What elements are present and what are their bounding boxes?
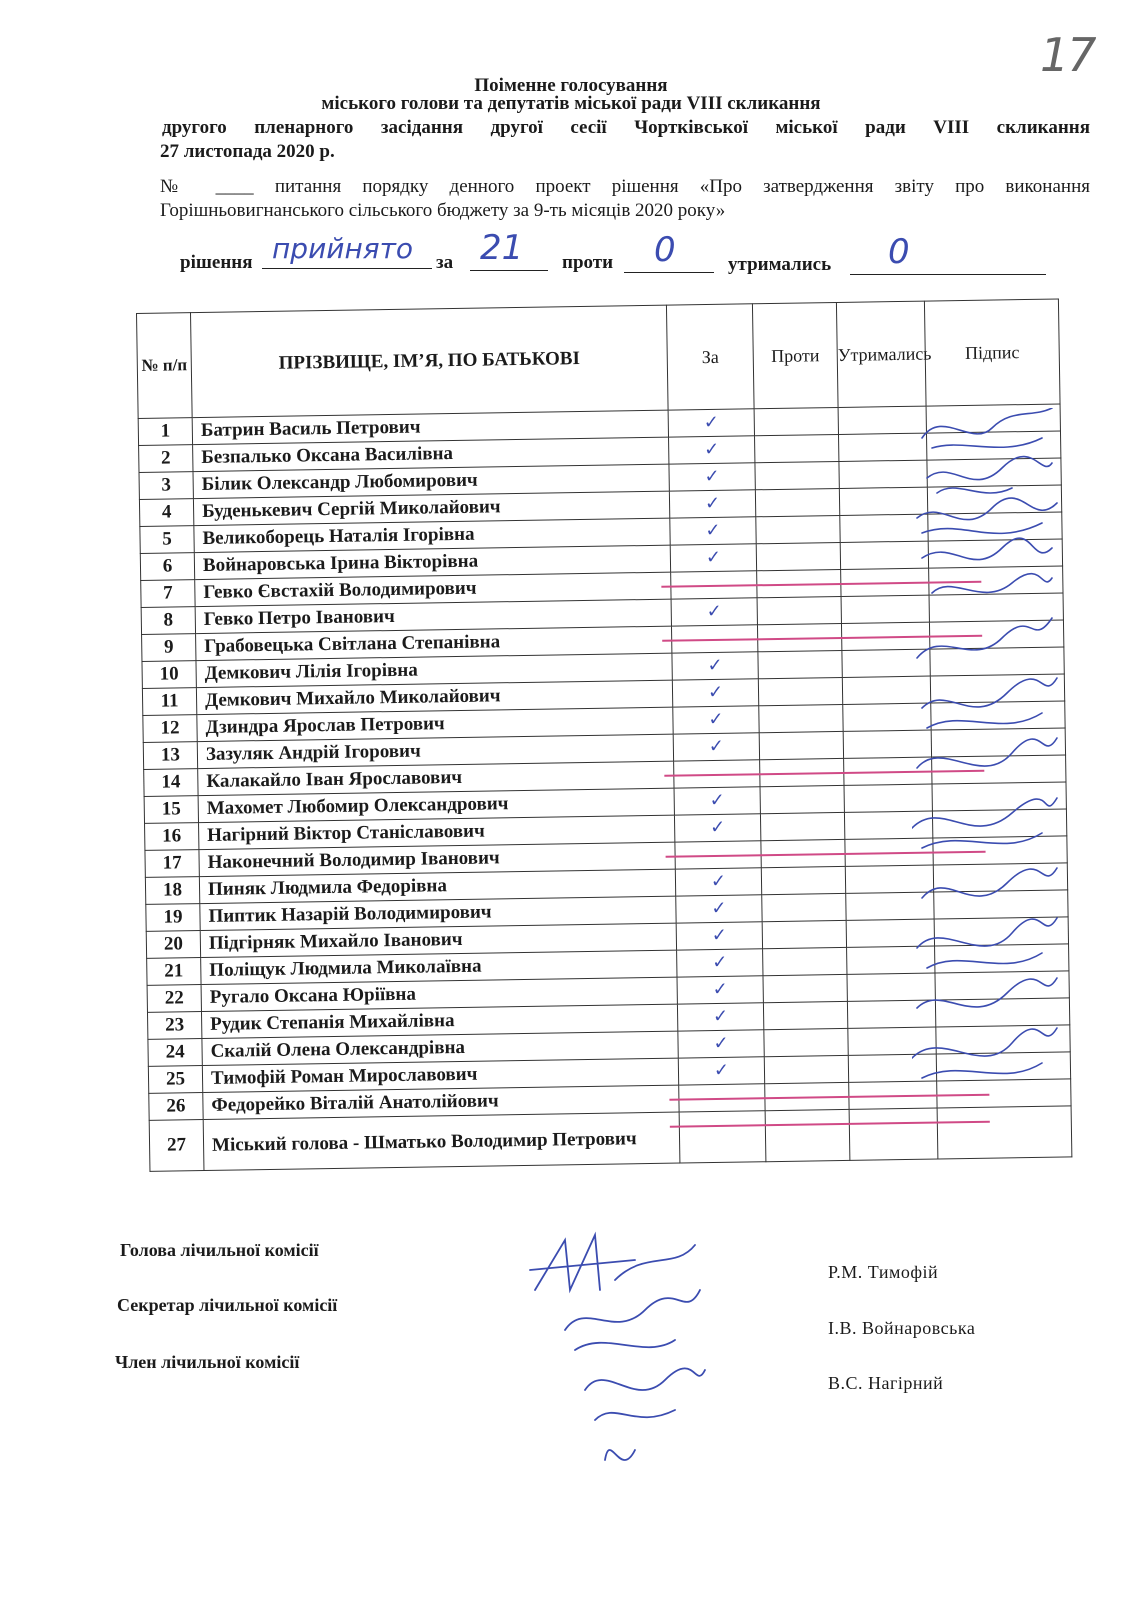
row-against-cell xyxy=(754,407,838,435)
row-name: Демкович Лілія Ігорівна xyxy=(196,653,672,687)
row-number: 17 xyxy=(145,850,199,878)
session-line: другого пленарного засідання другої сесії Чортківської міської ради VIII скликання xyxy=(162,117,1090,138)
agenda-item-line2: Горішньовигнанського сільського бюджету за 9-ть місяців 2020 року» xyxy=(160,200,726,221)
commission-signatures xyxy=(525,1230,725,1490)
row-name: Грабовецька Світлана Степанівна xyxy=(196,626,672,660)
row-against-cell xyxy=(759,704,843,732)
checkmark-icon: ✓ xyxy=(713,1032,729,1055)
row-name: Дзиндра Ярослав Петрович xyxy=(197,707,673,741)
agenda-item-line1: № ____ питання порядку денного проект рішення «Про затвердження звіту про виконання xyxy=(160,176,1090,197)
row-against-cell xyxy=(760,785,844,813)
checkmark-icon: ✓ xyxy=(708,735,725,758)
checkmark-icon: ✓ xyxy=(705,519,721,542)
checkmark-icon: ✓ xyxy=(712,951,728,974)
header-name: ПРІЗВИЩЕ, ІМ’Я, ПО БАТЬКОВІ xyxy=(191,305,669,417)
row-number: 26 xyxy=(149,1093,203,1121)
row-name: Махомет Любомир Олександрович xyxy=(198,788,674,822)
abstain-label: утримались xyxy=(728,254,832,275)
row-against-cell xyxy=(762,893,846,921)
checkmark-icon: ✓ xyxy=(706,600,722,623)
row-number: 14 xyxy=(144,769,198,797)
row-name: Гевко Євстахій Володимирович xyxy=(195,572,671,606)
row-for-cell xyxy=(674,814,760,842)
row-name: Демкович Михайло Миколайович xyxy=(196,680,672,714)
checkmark-icon: ✓ xyxy=(710,870,727,893)
row-for-cell xyxy=(679,1111,766,1163)
checkmark-icon: ✓ xyxy=(707,681,724,704)
chair-label: Голова лічильної комісії xyxy=(120,1240,319,1260)
row-number: 7 xyxy=(141,580,195,608)
row-number: 24 xyxy=(148,1039,202,1067)
row-for-cell xyxy=(673,733,759,761)
row-number: 20 xyxy=(146,931,200,959)
row-name: Великоборець Наталія Ігорівна xyxy=(194,518,670,552)
row-for-cell xyxy=(673,706,759,734)
checkmark-icon: ✓ xyxy=(704,465,720,488)
row-against-cell xyxy=(765,1109,850,1161)
row-for-cell xyxy=(677,976,763,1004)
row-name: Міський голова - Шматько Володимир Петрович xyxy=(203,1112,680,1170)
row-name: Пиняк Людмила Федорівна xyxy=(199,869,675,903)
row-for-cell xyxy=(672,679,758,707)
row-for-cell xyxy=(669,463,755,491)
checkmark-icon: ✓ xyxy=(709,789,725,812)
row-number: 25 xyxy=(148,1066,202,1094)
row-against-cell xyxy=(755,461,839,489)
row-for-cell xyxy=(671,625,757,653)
row-against-cell xyxy=(761,866,845,894)
decision-summary xyxy=(180,228,1070,288)
document-subtitle: міського голови та депутатів міської ради VIII скликання xyxy=(321,93,821,114)
row-against-cell xyxy=(756,542,840,570)
header-signature: Підпис xyxy=(924,299,1060,406)
row-against-cell xyxy=(756,515,840,543)
row-for-cell xyxy=(668,409,754,437)
row-number: 2 xyxy=(139,445,193,473)
row-name: Войнаровська Ірина Вікторівна xyxy=(194,545,670,579)
secretary-label: Секретар лічильної комісії xyxy=(117,1295,338,1315)
row-number: 21 xyxy=(147,958,201,986)
row-number: 5 xyxy=(140,526,194,554)
row-for-cell xyxy=(674,760,760,788)
row-for-cell xyxy=(670,517,756,545)
decision-label: рішення xyxy=(180,252,253,273)
checkmark-icon: ✓ xyxy=(708,708,724,731)
row-name: Наконечний Володимир Іванович xyxy=(199,842,675,876)
against-value: 0 xyxy=(654,230,676,270)
row-number: 1 xyxy=(138,418,192,446)
row-number: 18 xyxy=(145,877,199,905)
header-for: За xyxy=(666,304,754,410)
row-number: 19 xyxy=(146,904,200,932)
checkmark-icon: ✓ xyxy=(707,654,723,677)
checkmark-icon: ✓ xyxy=(704,438,720,461)
row-for-cell xyxy=(676,895,762,923)
row-against-cell xyxy=(762,920,846,948)
row-number: 27 xyxy=(149,1120,204,1172)
row-number: 8 xyxy=(141,607,195,635)
row-number: 12 xyxy=(143,715,197,743)
checkmark-icon: ✓ xyxy=(712,1005,729,1028)
row-name: Буденькевич Сергій Миколайович xyxy=(193,491,669,525)
checkmark-icon: ✓ xyxy=(712,978,728,1001)
row-number: 6 xyxy=(140,553,194,581)
checkmark-icon: ✓ xyxy=(711,897,727,920)
row-name: Пиптик Назарій Володимирович xyxy=(200,896,676,930)
page-number: 17 xyxy=(1040,28,1095,82)
row-number: 13 xyxy=(143,742,197,770)
row-for-cell xyxy=(677,949,763,977)
row-against-cell xyxy=(757,596,841,624)
table-header-row xyxy=(137,299,1061,418)
row-number: 11 xyxy=(142,688,196,716)
row-for-cell xyxy=(670,544,756,572)
secretary-name: І.В. Войнаровська xyxy=(828,1318,976,1338)
row-number: 16 xyxy=(145,823,199,851)
row-against-cell xyxy=(760,812,844,840)
row-name: Білик Олександр Любомирович xyxy=(193,464,669,498)
checkmark-icon: ✓ xyxy=(711,924,728,947)
row-name: Безпалько Оксана Василівна xyxy=(193,437,669,471)
header-abstain: Утримались xyxy=(836,301,926,407)
row-name: Зазуляк Андрій Ігорович xyxy=(197,734,673,768)
row-against-cell xyxy=(763,974,847,1002)
row-against-cell xyxy=(764,1028,848,1056)
row-for-cell xyxy=(671,571,757,599)
checkmark-icon: ✓ xyxy=(713,1059,730,1082)
row-number: 23 xyxy=(147,1012,201,1040)
abstain-value: 0 xyxy=(888,232,910,272)
row-name: Поліщук Людмила Миколаївна xyxy=(201,950,677,984)
row-name: Тимофій Роман Мирославович xyxy=(202,1058,678,1092)
row-number: 15 xyxy=(144,796,198,824)
row-for-cell xyxy=(675,841,761,869)
row-name: Гевко Петро Іванович xyxy=(195,599,671,633)
row-for-cell xyxy=(679,1084,765,1112)
row-for-cell xyxy=(669,436,755,464)
checkmark-icon: ✓ xyxy=(703,411,720,434)
row-for-cell xyxy=(669,490,755,518)
chair-name: Р.М. Тимофій xyxy=(828,1262,939,1282)
member-label: Член лічильної комісії xyxy=(115,1352,300,1372)
row-against-cell xyxy=(759,731,843,759)
decision-value: прийнято xyxy=(272,232,414,265)
for-label: за xyxy=(436,252,454,273)
row-name: Федорейко Віталій Анатолійович xyxy=(203,1085,679,1119)
header-number: № п/п xyxy=(137,313,193,419)
row-name: Рудик Степанія Михайлівна xyxy=(201,1004,677,1038)
commission-signature-scribbles xyxy=(525,1230,725,1490)
row-for-cell xyxy=(674,787,760,815)
signature-scribbles xyxy=(912,408,1062,1128)
row-for-cell xyxy=(676,922,762,950)
row-for-cell xyxy=(672,652,758,680)
session-date: 27 листопада 2020 р. xyxy=(160,141,335,162)
document-title: Поіменне голосування xyxy=(474,75,668,96)
row-against-cell xyxy=(755,434,839,462)
row-name: Скалій Олена Олександрівна xyxy=(202,1031,678,1065)
header-against: Проти xyxy=(752,302,838,408)
abstain-blank xyxy=(850,244,1046,275)
row-number: 9 xyxy=(142,634,196,662)
checkmark-icon: ✓ xyxy=(709,816,726,839)
row-for-cell xyxy=(678,1030,764,1058)
row-number: 3 xyxy=(139,472,193,500)
member-signatures xyxy=(912,408,1062,1128)
row-against-cell xyxy=(755,488,839,516)
row-number: 4 xyxy=(139,499,193,527)
row-against-cell xyxy=(758,650,842,678)
row-number: 22 xyxy=(147,985,201,1013)
member-name: В.С. Нагірний xyxy=(828,1373,944,1393)
row-name: Нагірний Віктор Станіславович xyxy=(199,815,675,849)
row-against-cell xyxy=(763,1001,847,1029)
checkmark-icon: ✓ xyxy=(704,492,721,515)
row-against-cell xyxy=(764,1055,848,1083)
row-name: Ругало Оксана Юріївна xyxy=(201,977,677,1011)
row-name: Батрин Василь Петрович xyxy=(192,410,668,444)
for-value: 21 xyxy=(480,228,524,268)
row-name: Калакайло Іван Ярославович xyxy=(198,761,674,795)
checkmark-icon: ✓ xyxy=(705,546,722,569)
row-for-cell xyxy=(677,1003,763,1031)
row-against-cell xyxy=(763,947,847,975)
row-against-cell xyxy=(758,677,842,705)
against-label: проти xyxy=(562,252,614,273)
row-number: 10 xyxy=(142,661,196,689)
row-for-cell xyxy=(678,1057,764,1085)
row-for-cell xyxy=(675,868,761,896)
row-for-cell xyxy=(671,598,757,626)
row-name: Підгірняк Михайло Іванович xyxy=(200,923,676,957)
